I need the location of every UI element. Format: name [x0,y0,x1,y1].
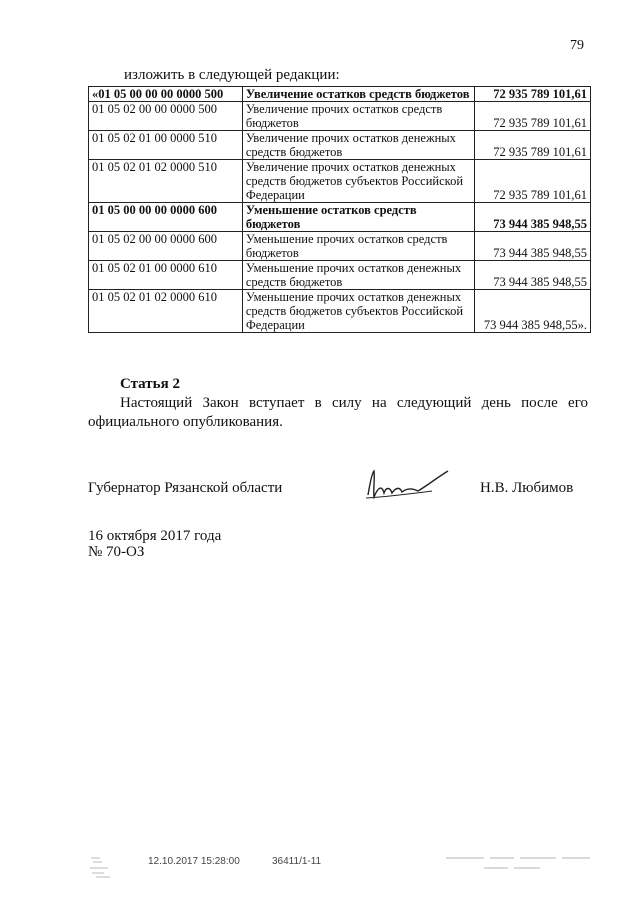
amount-cell: 73 944 385 948,55 [474,261,590,290]
law-date: 16 октября 2017 года [88,528,222,544]
table-row [89,131,591,160]
signatory-name: Н.В. Любимов [480,480,574,496]
amount-cell: 73 944 385 948,55». [474,290,590,333]
table-row [89,261,591,290]
table-row [89,232,591,261]
footer-timestamp: 12.10.2017 15:28:00 [148,856,240,867]
name-cell: Увеличение прочих остатков денежных средств бюджетов [242,131,474,160]
budget-table [88,86,591,333]
amount-cell: 72 935 789 101,61 [474,160,590,203]
faint-stamp-left [88,852,114,880]
code-cell: 01 05 02 00 00 0000 600 [89,232,243,261]
code-cell: 01 05 02 01 00 0000 510 [89,131,243,160]
table-row [89,87,591,102]
signatory-position: Губернатор Рязанской области [88,480,283,496]
table-row [89,102,591,131]
name-cell: Уменьшение остатков средств бюджетов [242,203,474,232]
code-cell: 01 05 00 00 00 0000 600 [89,203,243,232]
name-cell: Уменьшение прочих остатков средств бюджетов [242,232,474,261]
code-cell: 01 05 02 01 02 0000 610 [89,290,243,333]
amount-cell: 72 935 789 101,61 [474,87,590,102]
page-number: 79 [570,38,584,53]
table-row [89,203,591,232]
amount-cell: 72 935 789 101,61 [474,131,590,160]
amount-cell: 73 944 385 948,55 [474,203,590,232]
name-cell: Увеличение прочих остатков средств бюджетов [242,102,474,131]
amount-cell: 72 935 789 101,61 [474,102,590,131]
code-cell: 01 05 02 01 02 0000 510 [89,160,243,203]
article-text: Настоящий Закон вступает в силу на следующий день после его официального опубликования. [88,395,588,430]
footer-doc-id: 36411/1-11 [272,856,322,867]
code-cell: 01 05 02 00 00 0000 500 [89,102,243,131]
intro-text: изложить в следующей редакции: [124,67,340,83]
name-cell: Увеличение прочих остатков денежных средств бюджетов субъектов Российской Федерации [242,160,474,203]
table-row [89,160,591,203]
code-cell: 01 05 02 01 00 0000 610 [89,261,243,290]
name-cell: Увеличение остатков средств бюджетов [242,87,474,102]
article-title: Статья 2 [120,376,180,392]
name-cell: Уменьшение прочих остатков денежных средств бюджетов [242,261,474,290]
law-number: № 70-ОЗ [88,544,145,560]
table-row [89,290,591,333]
signature-image [362,465,452,505]
name-cell: Уменьшение прочих остатков денежных средств бюджетов субъектов Российской Федерации [242,290,474,333]
faint-stamp-right [444,850,594,878]
code-cell: «01 05 00 00 00 0000 500 [89,87,243,102]
amount-cell: 73 944 385 948,55 [474,232,590,261]
